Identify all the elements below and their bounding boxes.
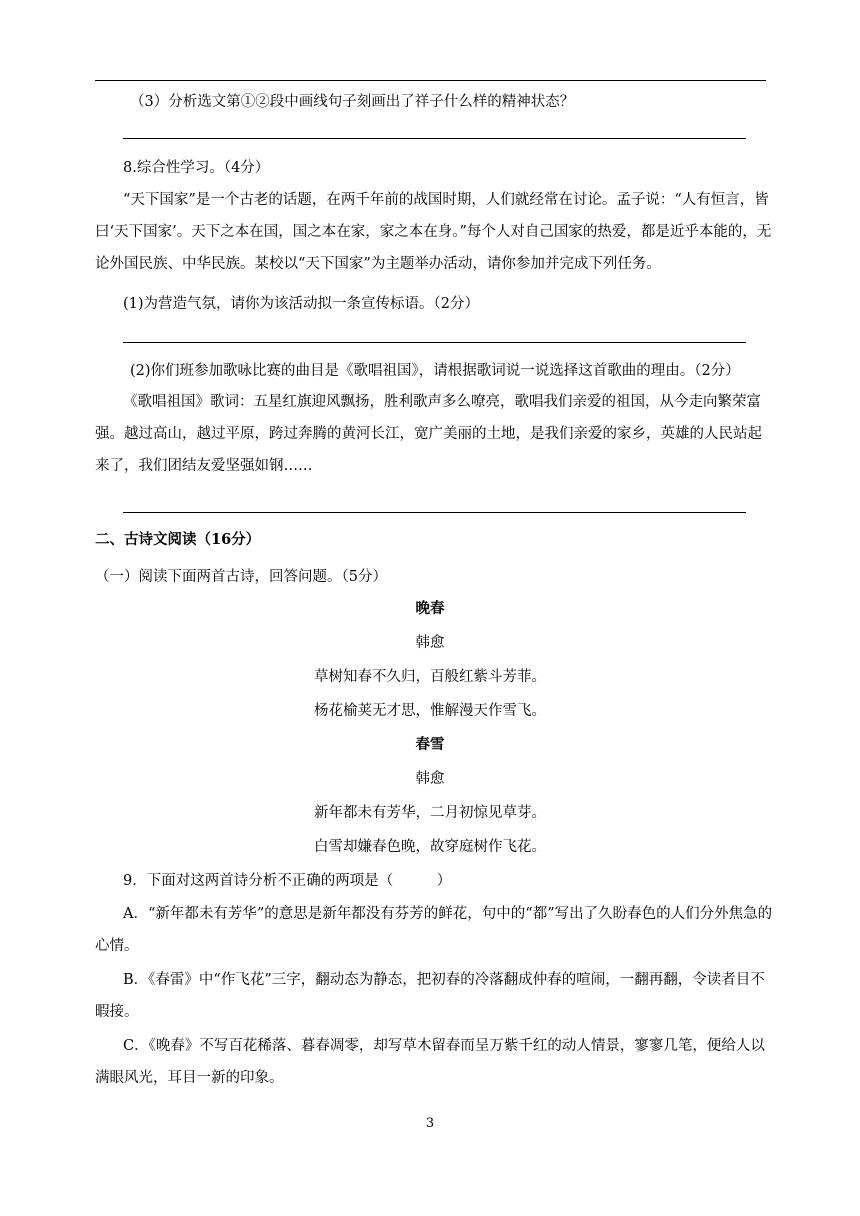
answer-line	[123, 512, 746, 513]
question-9-stem: 9．下面对这两首诗分析不正确的两项是（ ）	[123, 873, 452, 889]
poem-line: 草树知春不久归，百般红紫斗芳菲。	[314, 669, 546, 685]
question-9-option-c: C．《晚春》不写百花稀落、暮春凋零，却写草木留春而呈万紫千红的动人情景，寥寥几笔，便给人以满眼风光，耳目一新的印象。	[95, 1038, 765, 1086]
poem-line: 新年都未有芳华，二月初惊见草芽。	[314, 805, 546, 821]
poem-author: 韩愈	[415, 771, 445, 787]
page-number: 3	[425, 1116, 435, 1131]
section-2-part-1: （一）阅读下面两首古诗，回答问题。（5分）	[95, 569, 387, 585]
answer-line	[123, 138, 746, 139]
answer-line	[123, 342, 746, 343]
poem-line: 杨花榆荚无才思，惟解漫天作雪飞。	[314, 703, 546, 719]
question-9-option-b: B．《春雷》中“作飞花”三字，翻动态为静态，把初春的冷落翻成仲春的喧闹，一翻再翻，令读者目不暇接。	[95, 972, 765, 1020]
poem-title: 晚春	[415, 600, 445, 617]
question-9-option-a: A．“新年都未有芳华”的意思是新年都没有芬芳的鲜花，句中的“都”写出了久盼春色的人们分外焦急的心情。	[95, 906, 773, 954]
song-lyrics: 《歌唱祖国》歌词：五星红旗迎风飘扬，胜利歌声多么嘹亮，歌唱我们亲爱的祖国，从今走向繁荣富强。越过高山，越过平原，跨过奔腾的黄河长江，宽广美丽的土地，是我们亲爱的家乡，英雄的人民站起来了，我们团结友爱坚强如钢……	[95, 394, 762, 474]
question-8-heading: 8.综合性学习。（4分）	[123, 160, 270, 176]
poem-line: 白雪却嫌春色晚，故穿庭树作飞花。	[314, 839, 546, 855]
poem-author: 韩愈	[415, 635, 445, 651]
poem-title: 春雪	[415, 736, 445, 753]
question-8-intro: “天下国家”是一个古老的话题，在两千年前的战国时期，人们就经常在讨论。孟子说：“人有恒言，皆曰‘天下国家’。天下之本在国，国之本在家，家之本在身。”每个人对自己国家的热爱，都是近乎本能的，无论外国民族、中华民族。某校以“天下国家”为主题举办活动，请你参加并完成下列任务。	[95, 192, 772, 272]
question-8-sub-1: (1)为营造气氛，请你为该活动拟一条宣传标语。（2分）	[123, 296, 480, 312]
section-2-heading: 二、古诗文阅读（16分）	[95, 531, 261, 548]
header-rule	[95, 80, 766, 81]
question-8-sub-2: (2)你们班参加歌咏比赛的曲目是《歌唱祖国》，请根据歌词说一说选择这首歌曲的理由。（2分）	[130, 363, 740, 379]
question-7-3: （3）分析选文第①②段中画线句子刻画出了祥子什么样的精神状态？	[130, 94, 575, 110]
